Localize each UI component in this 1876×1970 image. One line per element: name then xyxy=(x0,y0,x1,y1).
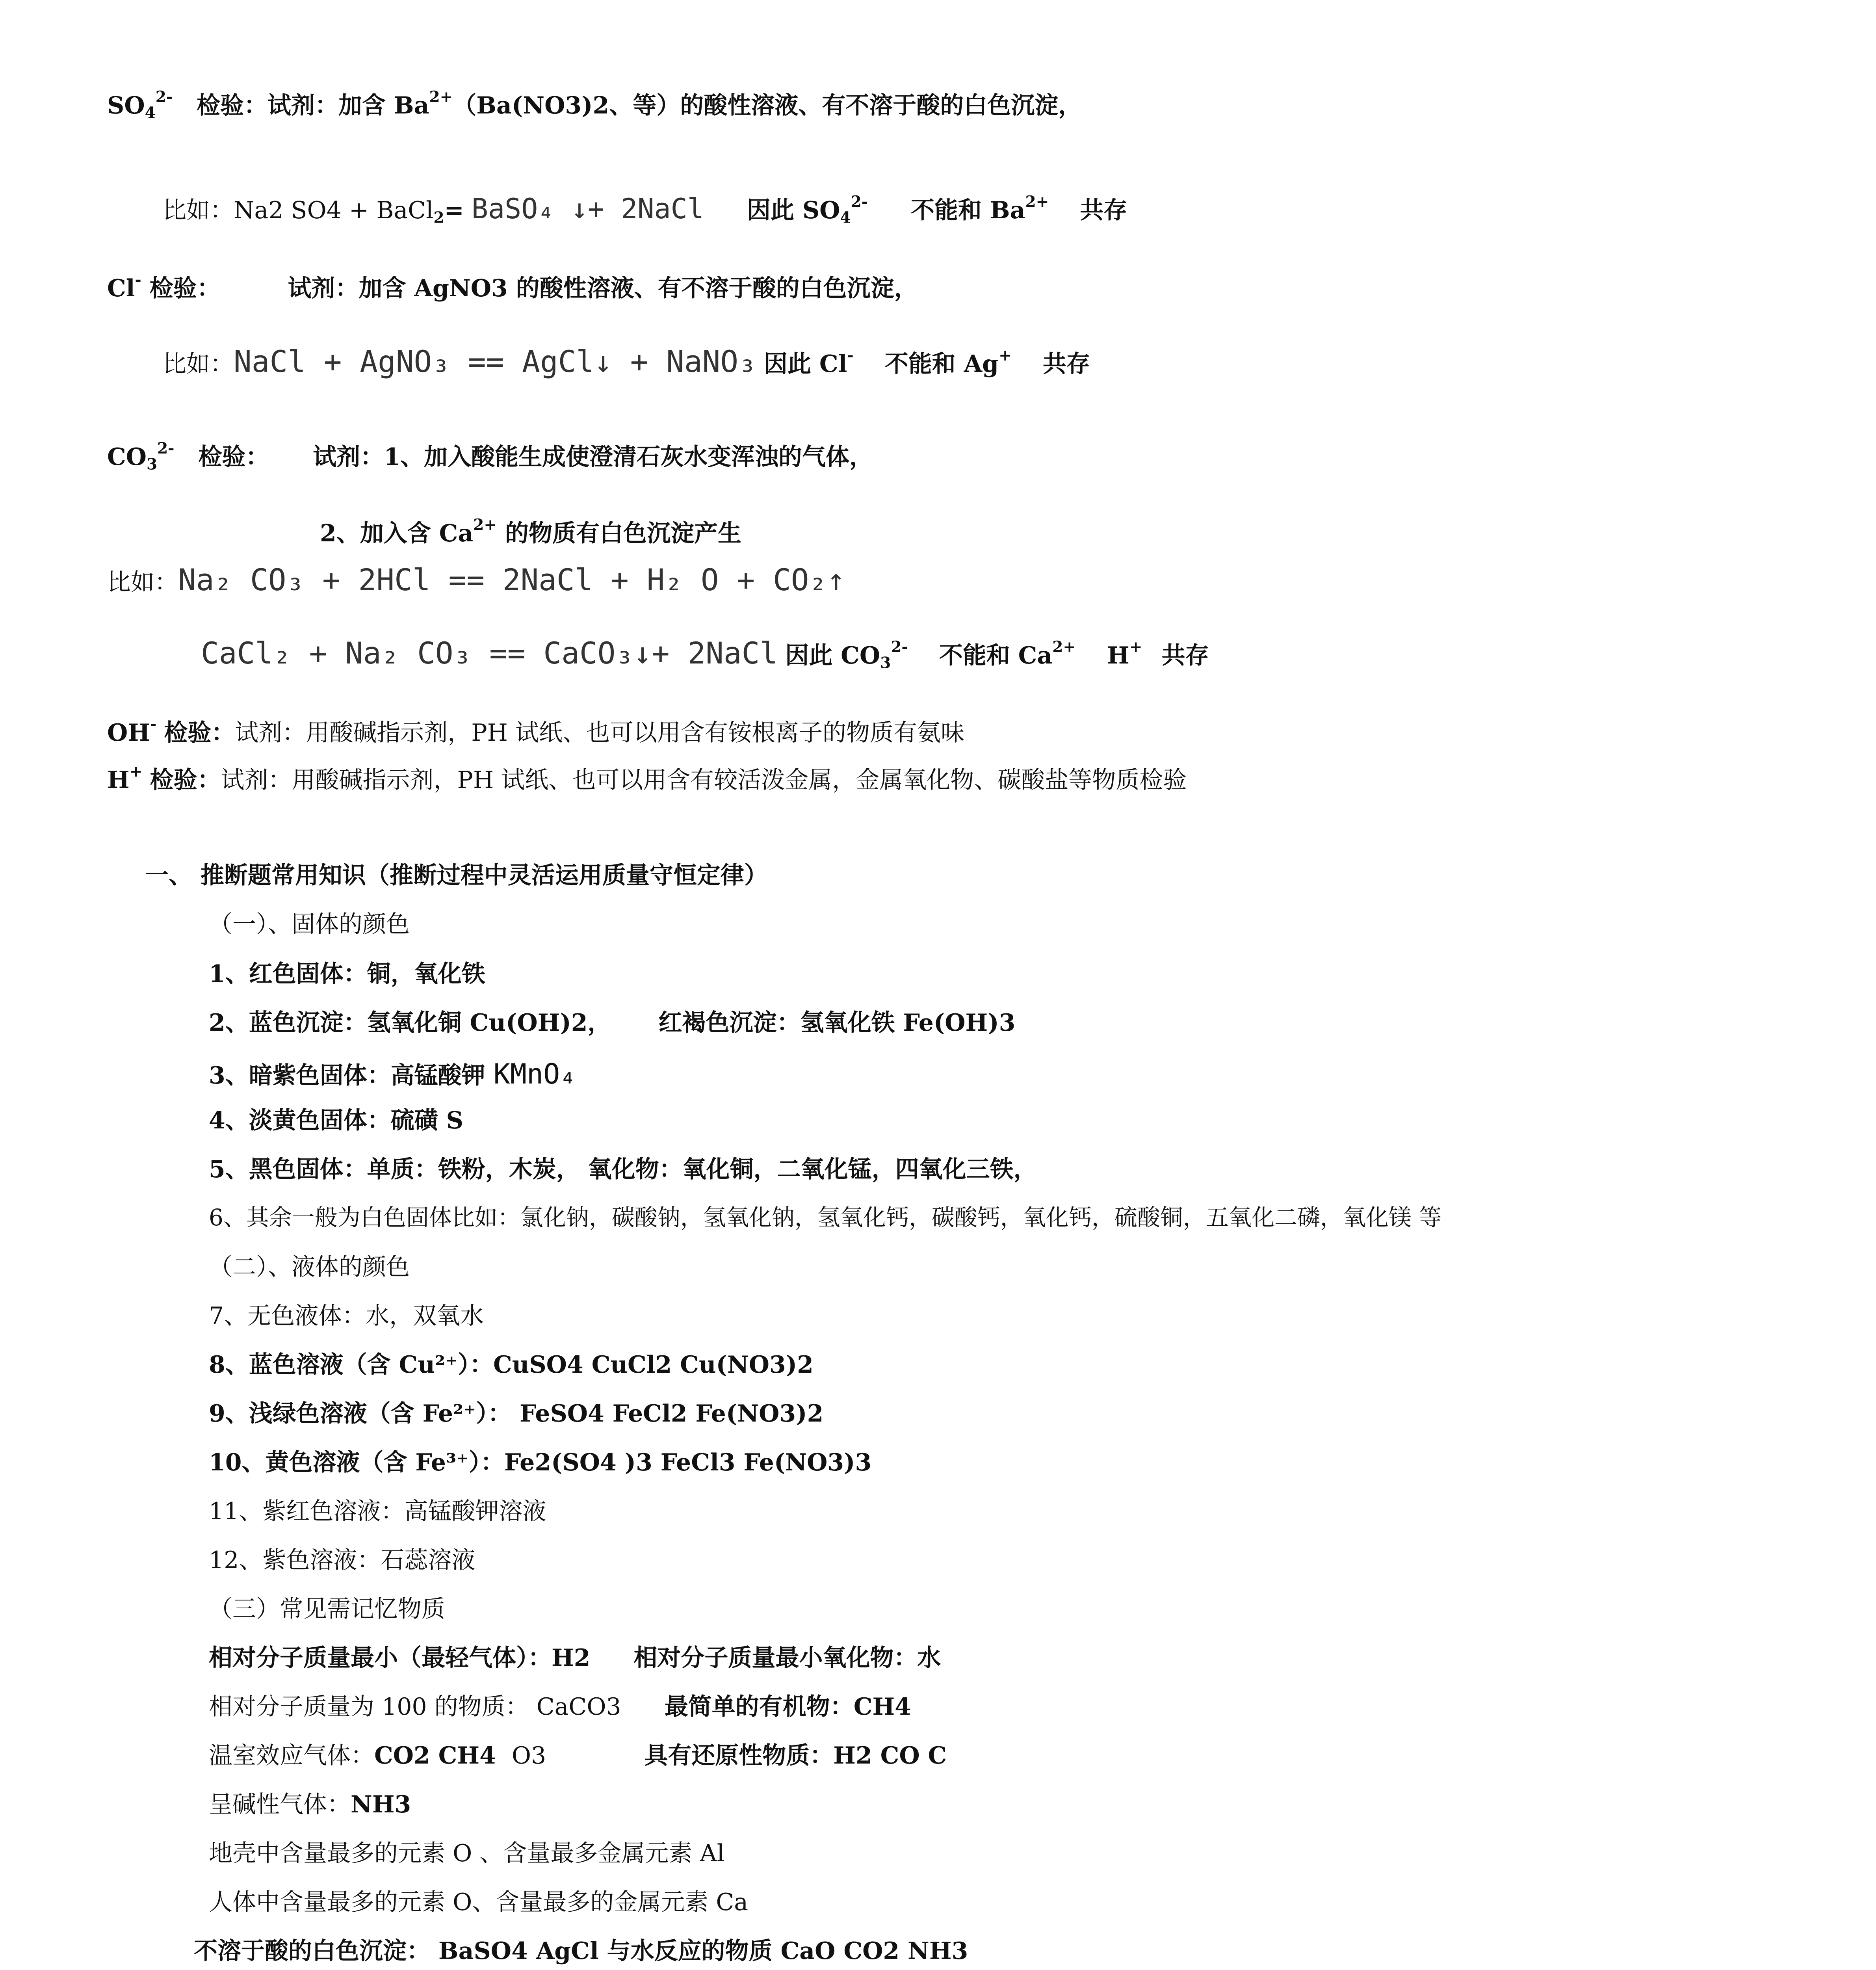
oh-test-line: OH- 检验：试剂：用酸碱指示剂，PH 试纸、也可以用含有铵根离子的物质有氨味 xyxy=(107,715,965,747)
memo-line-1: 相对分子质量最小（最轻气体）：H2 相对分子质量最小氧化物：水 xyxy=(209,1644,941,1672)
so4-test-line: $SO_4^{2-}$ 检验：试剂：加含 $Ba^{2+}(Ba(NO3)2$、等）的酸性溶液、有不溶于酸的白色沉淀， xyxy=(107,87,1082,122)
memo-line-4: 呈碱性气体：NH3 xyxy=(209,1791,411,1818)
memo-line-2: 相对分子质量为 100 的物质： CaCO3 最简单的有机物：CH4 xyxy=(209,1693,911,1721)
memo-line-3: 温室效应气体：CO2 CH4 O3 具有还原性物质：H2 CO C xyxy=(209,1742,947,1769)
co3-test-line: $CO_3^{2-}$ 检验： 试剂：1、加入酸能生成使澄清石灰水变浑浊的气体， xyxy=(107,439,873,474)
liquid-color-heading: （二）、液体的颜色 xyxy=(209,1253,410,1281)
co3-reagent2-line: 2、加入含 $Ca^{2+}$ 的物质有白色沉淀产生 xyxy=(320,515,741,547)
co3-example2-line: CaCl₂ + Na₂ CO₃ == CaCO₃↓+ 2NaCl 因此 $CO_3^{2-}$ 不能和 $Ca^{2+}$ H+ 共存 xyxy=(201,636,1209,672)
liquid-item-9: 9、浅绿色溶液（含 Fe²⁺）： FeSO4 FeCl2 Fe(NO3)2 xyxy=(209,1400,824,1427)
solid-item-1: 1、红色固体：铜，氧化铁 xyxy=(209,960,485,988)
liquid-item-11: 11、紫红色溶液：高锰酸钾溶液 xyxy=(209,1498,546,1525)
liquid-item-7: 7、无色液体：水，双氧水 xyxy=(209,1302,484,1330)
memo-heading: （三）常见需记忆物质 xyxy=(209,1595,445,1623)
solid-color-heading: （一）、固体的颜色 xyxy=(209,911,410,938)
so4-example-line: 比如：Na2 SO4 + BaCl$_2$= BaSO₄ ↓+ 2NaCl 因此 $SO_4^{2-}$ 不能和 $Ba^{2+}$ 共存 xyxy=(163,192,1127,227)
solid-item-5: 5、黑色固体：单质：铁粉，木炭， 氧化物：氧化铜，二氧化锰，四氧化三铁， xyxy=(209,1156,1037,1183)
solid-item-6: 6、其余一般为白色固体比如：氯化钠，碳酸钠，氢氧化钠，氢氧化钙，碳酸钙，氧化钙，硫酸铜，五氧化二磷，氧化镁 等 xyxy=(209,1204,1442,1231)
cl-example-line: 比如：NaCl + AgNO₃ == AgCl↓ + NaNO₃ 因此 Cl- 不能和 Ag+ 共存 xyxy=(163,344,1090,379)
memo-line-7: 不溶于酸的白色沉淀： BaSO4 AgCl 与水反应的物质 CaO CO2 NH3 xyxy=(194,1937,968,1965)
inference-heading: 一、 推断题常用知识（推断过程中灵活运用质量守恒定律） xyxy=(145,862,768,889)
liquid-item-12: 12、紫色溶液：石蕊溶液 xyxy=(209,1546,476,1574)
liquid-item-8: 8、蓝色溶液（含 Cu²⁺）：CuSO4 CuCl2 Cu(NO3)2 xyxy=(209,1351,814,1379)
co3-example1-line: 比如：Na₂ CO₃ + 2HCl == 2NaCl + H₂ O + CO₂↑ xyxy=(107,562,845,597)
cl-test-line: Cl- 检验： 试剂：加含 AgNO3 的酸性溶液、有不溶于酸的白色沉淀， xyxy=(107,270,918,302)
liquid-item-10: 10、黄色溶液（含 Fe³⁺）：Fe2(SO4 )3 FeCl3 Fe(NO3)3 xyxy=(209,1449,872,1476)
solid-item-3: 3、暗紫色固体：高锰酸钾 KMnO₄ xyxy=(209,1058,577,1090)
solid-item-2: 2、蓝色沉淀：氢氧化铜 Cu(OH)2， 红褐色沉淀：氢氧化铁 Fe(OH)3 xyxy=(209,1009,1016,1037)
memo-line-6: 人体中含量最多的元素 O、含量最多的金属元素 Ca xyxy=(209,1888,749,1916)
solid-item-4: 4、淡黄色固体：硫磺 S xyxy=(209,1107,463,1134)
h-test-line: H+ 检验：试剂：用酸碱指示剂，PH 试纸、也可以用含有较活泼金属，金属氧化物、碳酸盐等物质检验 xyxy=(107,762,1187,794)
memo-line-5: 地壳中含量最多的元素 O 、含量最多金属元素 Al xyxy=(209,1840,724,1867)
